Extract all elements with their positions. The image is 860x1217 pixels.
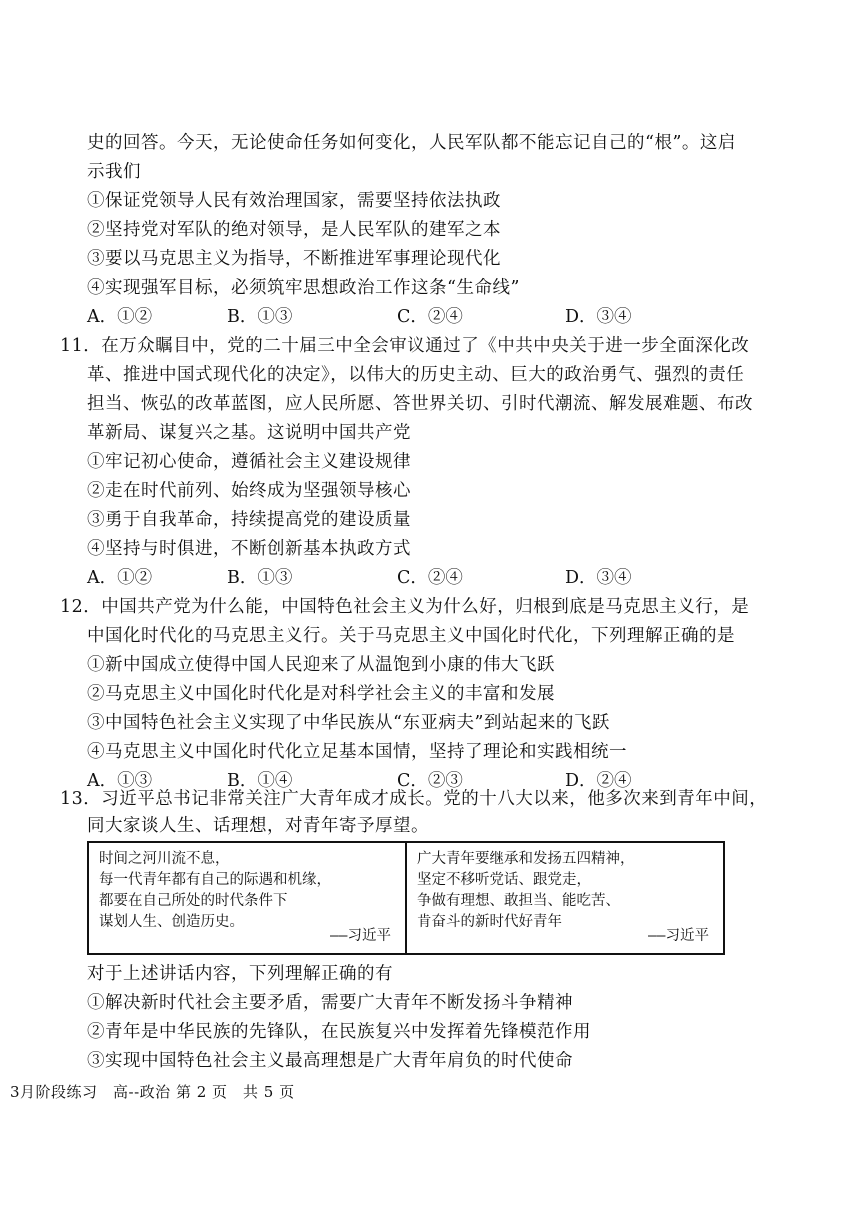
q10-stem-line-1: 史的回答。今天，无论使命任务如何变化，人民军队都不能忘记自己的“根”。这启	[87, 133, 736, 153]
q10-option-b: B．①③	[227, 307, 293, 327]
q11-stem-line-1: 11．在万众瞩目中，党的二十届三中全会审议通过了《中共中央关于进一步全面深化改	[60, 336, 750, 356]
q12-option-b: B．①④	[227, 771, 293, 791]
q13-stem-line-2: 同大家谈人生、话理想，对青年寄予厚望。	[87, 816, 429, 836]
q12-item-3: ③中国特色社会主义实现了中华民族从“东亚病夫”到站起来的飞跃	[87, 713, 610, 733]
q11-item-3: ③勇于自我革命，持续提高党的建设质量	[87, 510, 411, 530]
quote-left	[89, 843, 405, 953]
q10-item-1: ①保证党领导人民有效治理国家，需要坚持依法执政	[87, 191, 501, 211]
q12-option-c: C．②③	[397, 771, 463, 791]
quote-right-line-2: 坚定不移听党话、跟党走，	[417, 872, 591, 888]
q11-option-d: D．③④	[565, 568, 632, 588]
quote-left-attribution: ——习近平	[330, 928, 391, 944]
quote-right-line-3: 争做有理想、敢担当、能吃苦、	[417, 893, 620, 909]
q12-option-a: A．①③	[87, 771, 153, 791]
q11-item-1: ①牢记初心使命，遵循社会主义建设规律	[87, 452, 411, 472]
q11-item-2: ②走在时代前列、始终成为坚强领导核心	[87, 481, 411, 501]
quote-right	[405, 843, 723, 953]
quote-right-line-1: 广大青年要继承和发扬五四精神，	[417, 851, 635, 867]
q12-item-1: ①新中国成立使得中国人民迎来了从温饱到小康的伟大飞跃	[87, 655, 555, 675]
quote-left-line-3: 都要在自己所处的时代条件下	[99, 893, 288, 909]
page-footer: 3月阶段练习 高--政治 第 2 页 共 5 页	[10, 1083, 295, 1101]
q13-item-1: ①解决新时代社会主要矛盾，需要广大青年不断发扬斗争精神	[87, 993, 573, 1013]
q12-stem-line-1: 12．中国共产党为什么能，中国特色社会主义为什么好，归根到底是马克思主义行，是	[60, 597, 750, 617]
quote-left-line-2: 每一代青年都有自己的际遇和机缘，	[99, 872, 331, 888]
q10-item-3: ③要以马克思主义为指导，不断推进军事理论现代化	[87, 249, 501, 269]
q12-stem-line-2: 中国化时代化的马克思主义行。关于马克思主义中国化时代化，下列理解正确的是	[87, 626, 735, 646]
q11-option-a: A．①②	[87, 568, 153, 588]
q11-stem-line-4: 革新局、谋复兴之基。这说明中国共产党	[87, 423, 411, 443]
q12-option-d: D．②④	[565, 771, 632, 791]
q11-stem-line-3: 担当、恢弘的改革蓝图，应人民所愿、答世界关切、引时代潮流、解发展难题、布改	[87, 394, 753, 414]
quote-box	[87, 841, 725, 955]
quote-left-line-1: 时间之河川流不息，	[99, 851, 230, 867]
quote-right-attribution: ——习近平	[648, 928, 709, 944]
q13-item-3: ③实现中国特色社会主义最高理想是广大青年肩负的时代使命	[87, 1051, 573, 1071]
quote-right-line-4: 肯奋斗的新时代好青年	[417, 914, 562, 930]
q11-option-b: B．①③	[227, 568, 293, 588]
q10-option-a: A．①②	[87, 307, 153, 327]
q10-option-c: C．②④	[397, 307, 463, 327]
q13-stem-line-1: 13．习近平总书记非常关注广大青年成才成长。党的十八大以来，他多次来到青年中间，	[60, 789, 768, 809]
q11-option-c: C．②④	[397, 568, 463, 588]
q12-item-4: ④马克思主义中国化时代化立足基本国情，坚持了理论和实践相统一	[87, 742, 627, 762]
q10-item-2: ②坚持党对军队的绝对领导，是人民军队的建军之本	[87, 220, 501, 240]
q12-item-2: ②马克思主义中国化时代化是对科学社会主义的丰富和发展	[87, 684, 555, 704]
q10-item-4: ④实现强军目标，必须筑牢思想政治工作这条“生命线”	[87, 278, 520, 298]
q10-option-d: D．③④	[565, 307, 632, 327]
q10-stem-line-2: 示我们	[87, 162, 141, 182]
q11-item-4: ④坚持与时俱进，不断创新基本执政方式	[87, 539, 411, 559]
q13-item-2: ②青年是中华民族的先锋队，在民族复兴中发挥着先锋模范作用	[87, 1022, 591, 1042]
quote-left-line-4: 谋划人生、创造历史。	[99, 914, 244, 930]
q11-stem-line-2: 革、推进中国式现代化的决定》，以伟大的历史主动、巨大的政治勇气、强烈的责任	[87, 365, 745, 385]
q13-prompt: 对于上述讲话内容，下列理解正确的有	[87, 964, 393, 984]
